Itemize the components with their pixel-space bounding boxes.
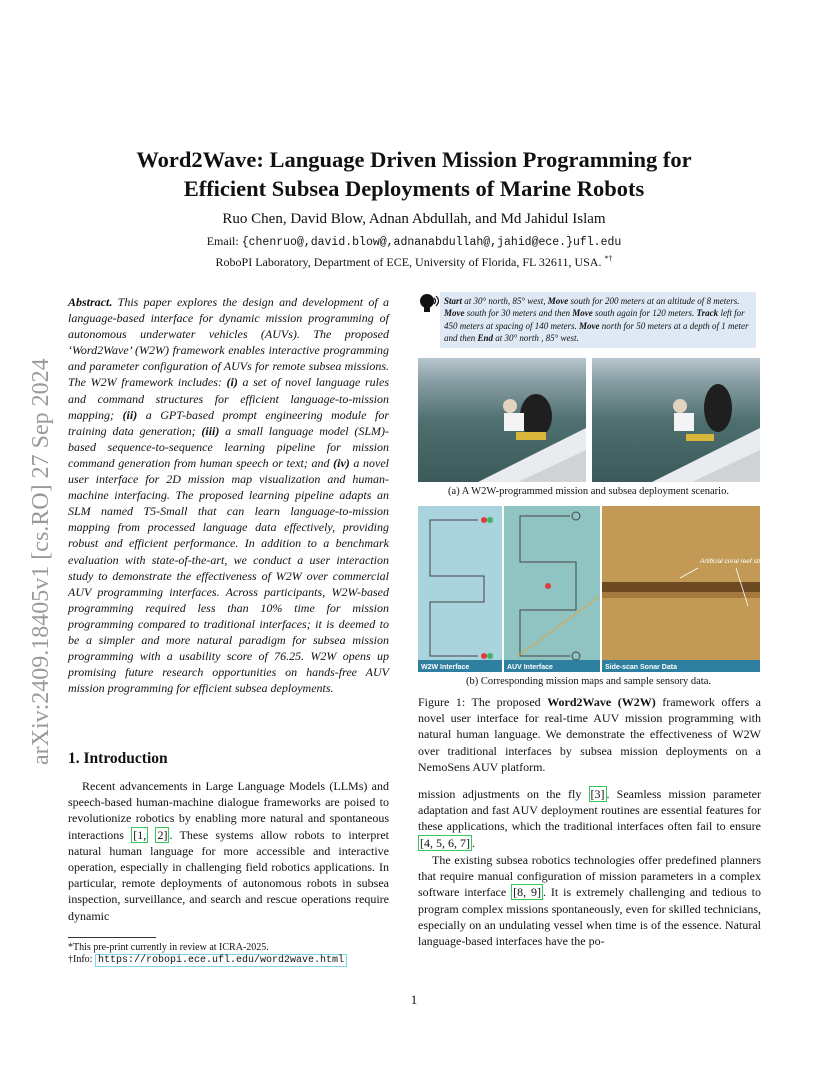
abstract-label: Abstract.: [68, 295, 113, 309]
footnote-divider: [68, 937, 156, 938]
sonar-label: Side-scan Sonar Data: [605, 664, 677, 671]
w2w-interface-label: W2W Interface: [421, 664, 470, 671]
photo-left: [418, 358, 586, 482]
citation-link[interactable]: [1,: [133, 827, 147, 842]
photo-right: [592, 358, 760, 482]
affiliation-text: RoboPI Laboratory, Department of ECE, University of Florida, FL 32611, USA.: [215, 255, 602, 269]
page-number: 1: [410, 992, 418, 1007]
speech-text: south for 30 meters and then: [464, 308, 573, 319]
reef-annotation: Artificial coral reef structures: [700, 558, 782, 565]
footnote-1: *This pre-print currently in review at ICRA-2025.: [68, 942, 269, 953]
arxiv-stamp: [18, 285, 58, 765]
email-line: [60, 234, 768, 249]
intro-text-a: Recent advancements in Large Language Models (LLMs) and speech-based human-machine dialogue frameworks are poised to revolutionize robotics by enabling more natural and spontaneous interactions: [68, 779, 389, 842]
abstract-text-3: a GPT-based prompt engineering module for training data generation;: [68, 407, 389, 438]
right-text-c: .: [472, 835, 475, 850]
caption-prefix: Figure 1: The proposed: [418, 695, 548, 709]
speech-text: south for 200 meters at an altitude of 8 meters.: [568, 296, 740, 306]
abstract-item-iv: (iv): [333, 455, 350, 470]
spoken-command-box: [440, 292, 756, 348]
footnote-2: [68, 953, 389, 967]
abstract-text-1: This paper explores the design and development of a language-based interface for dynamic mission programming of autonomous underwater vehicles (AUVs). The proposed ‘Word2Wave’ (W2W) framework enables interactive programming and parameter configuration of AUVs for remote subsea missions. The W2W framework includes:: [68, 295, 389, 390]
speech-text: at 30° north , 85° west.: [493, 333, 579, 344]
auv-interface-panel: [504, 506, 600, 672]
keyword-end: End: [477, 333, 494, 344]
auv-interface-label: AUV Interface: [507, 664, 553, 671]
mission-maps-figure: [418, 506, 782, 672]
keyword-move: Move: [579, 320, 600, 331]
sonar-panel: [602, 506, 783, 672]
arxiv-id-text: arXiv:2409.18405v1 [cs.RO] 27 Sep 2024: [28, 358, 54, 765]
keyword-track: Track: [696, 308, 719, 319]
title-line-1: Word2Wave: Language Driven Mission Programming for: [136, 147, 692, 172]
keyword-move: Move: [547, 296, 569, 306]
subfigure-caption-b: (b) Corresponding mission maps and sample sensory data.: [466, 676, 711, 687]
keyword-start: Start: [444, 296, 463, 306]
caption-rest: framework offers a novel user interface for real-time AUV mission programming with natural human language. We demonstrate the effectiveness of W2W over traditional interfaces by subsea mission deployments on a NemoSens AUV platform.: [418, 695, 761, 774]
affiliation: [60, 254, 768, 270]
email-label: Email:: [206, 234, 242, 248]
right-paragraph-1: [418, 786, 761, 851]
footnote-2-label: †Info:: [68, 954, 95, 965]
paper-title: [60, 145, 768, 203]
deployment-photo: [418, 358, 760, 482]
abstract-text-5: a novel user interface for 2D mission map visualization and human-machine interfacing. The proposed learning pipeline adapts an SLM named T5-Small that can learn language-to-mission mapping from processed language data effectively, providing robust and efficient performance. In addition to a benchmark evaluation with state-of-the-art, we conduct a user interaction study to demonstrate the effectiveness of W2W over commercial AUV programming interfaces. Across participants, W2W-based programming required less than 10% time for mission programming compared to traditional interfaces; it is deemed to be a simpler and more natural paradigm for subsea mission programming with a usability score of 76.25. W2W opens up promising future research opportunities on hands-free AUV mission programming for efficient subsea deployments.: [68, 455, 389, 696]
figure-1-caption: [418, 694, 761, 775]
abstract-item-i: (i): [226, 375, 238, 390]
right-paragraph-2: [418, 852, 761, 949]
right-text-e: . It is extremely challenging and tedious to program complex missions spontaneously, even for skilled technicians, especially on an undulating vessel when time is of the essence. Natural language-based interfaces have the po-: [418, 885, 761, 949]
right-text-d: The existing subsea robotics technologies offer predefined planners that require manual configuration of mission parameters in a complex software interface: [418, 853, 761, 900]
speech-text: left for 450 meters at spacing of 140 meters.: [444, 308, 745, 331]
speech-text: north for 50 meters at a depth of 1 meter and then: [444, 320, 749, 344]
abstract-item-ii: (ii): [122, 407, 138, 422]
caption-bold: Word2Wave (W2W): [547, 695, 656, 709]
abstract-text-2: a set of novel language rules and command structures for efficient language-to-mission mapping;: [68, 375, 389, 422]
title-line-2: Efficient Subsea Deployments of Marine Robots: [183, 176, 645, 201]
citation-link[interactable]: [8, 9]: [513, 885, 542, 900]
email-addresses: {chenruo@,david.blow@,adnanabdullah@,jahid@ece.}ufl.edu: [241, 236, 622, 249]
abstract-text-4: a small language model (SLM)-based sequence-to-sequence learning pipeline for mission command generation from human speech or text; and: [68, 423, 389, 470]
citation-link[interactable]: 2]: [157, 827, 168, 842]
speech-text: south again for 120 meters.: [592, 308, 697, 319]
abstract: [68, 294, 389, 696]
keyword-move: Move: [444, 308, 465, 319]
citation-link[interactable]: [4, 5, 6, 7]: [420, 835, 470, 850]
section-heading-introduction: 1. Introduction: [68, 750, 168, 767]
speaking-head-icon: [418, 292, 440, 314]
right-text-a: mission adjustments on the fly: [418, 787, 589, 801]
right-text-b: . Seamless mission parameter adaptation and fast AUV deployment routines are essential features for these applications, which the traditional interfaces often fail to ensure: [418, 787, 761, 834]
intro-text-b: . These systems allow robots to interpret natural human language for more accessible and interactive operation, especially in challenging field robotics applications. In particular, remote deployments of autonomous robots in subsea inspection, surveillance, and search and rescue operations require dynamic: [68, 827, 390, 923]
speech-text: at 30° north, 85° west,: [462, 296, 548, 306]
intro-paragraph-1: [68, 778, 389, 924]
subfigure-caption-a: (a) A W2W-programmed mission and subsea deployment scenario.: [448, 486, 729, 497]
keyword-move: Move: [572, 308, 593, 319]
author-list: Ruo Chen, David Blow, Adnan Abdullah, and Md Jahidul Islam: [222, 211, 606, 227]
citation-link[interactable]: [3]: [590, 787, 605, 801]
w2w-interface-panel: [418, 506, 502, 672]
project-url-link[interactable]: https://robopi.ece.ufl.edu/word2wave.html: [95, 954, 347, 967]
affiliation-marks: *†: [604, 254, 613, 263]
abstract-item-iii: (iii): [201, 423, 220, 438]
